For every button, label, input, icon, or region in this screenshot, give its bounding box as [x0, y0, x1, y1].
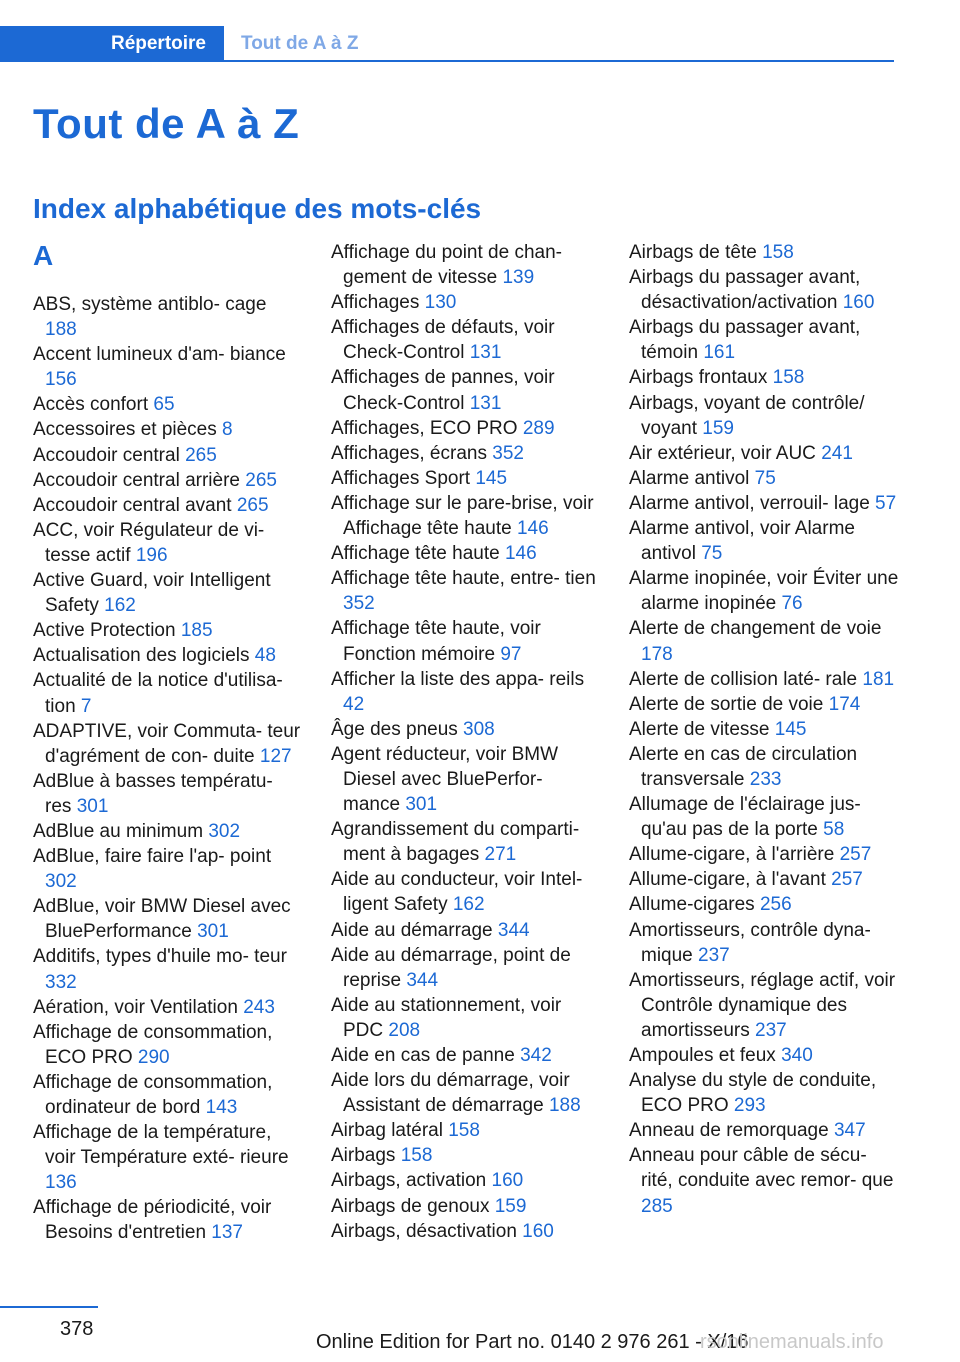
- index-entry: [33, 493, 303, 518]
- index-entry: [33, 769, 303, 819]
- index-column-1: [33, 240, 303, 1246]
- index-entry-text: Airbags de tête: [629, 242, 757, 263]
- page-link[interactable]: 75: [754, 467, 776, 489]
- index-entry: [629, 1143, 899, 1218]
- index-entry-text: Airbags frontaux: [629, 367, 768, 389]
- index-entry-text: Anneau de remorquage: [629, 1120, 829, 1142]
- index-entry: [33, 468, 303, 493]
- index-entry-text: Agent réducteur, voir BMW Diesel avec BluePerfor‐ mance: [331, 743, 559, 816]
- index-entry-text: Âge des pneus: [331, 718, 458, 740]
- index-entry: [33, 719, 303, 769]
- index-entry: [629, 867, 899, 892]
- page-link[interactable]: 285: [641, 1195, 673, 1217]
- index-entry: [629, 240, 899, 265]
- page-link[interactable]: 156: [45, 369, 77, 391]
- index-entry-text: Amortisseurs, réglage actif, voir Contrôle dynamique des amortisseurs: [629, 969, 896, 1041]
- index-entry-text: Airbags: [331, 1145, 396, 1167]
- index-entry: [629, 491, 899, 516]
- index-entry-text: Alerte en cas de circulation transversale: [629, 743, 858, 790]
- page-link[interactable]: 178: [641, 643, 673, 665]
- index-entry-text: Affichage de périodicité, voir Besoins d'entretien: [33, 1197, 272, 1244]
- page-number: 378: [60, 1318, 94, 1340]
- page-link[interactable]: 7: [80, 695, 92, 717]
- index-entry-text: Air extérieur, voir AUC: [629, 442, 816, 464]
- index-entry-text: Aération, voir Ventilation: [33, 996, 238, 1018]
- index-entry: [33, 1120, 303, 1195]
- index-entry: [33, 995, 303, 1020]
- index-entry-text: Affichage tête haute, voir Fonction mémoire: [331, 618, 541, 665]
- page-link[interactable]: 127: [259, 745, 292, 767]
- page-link[interactable]: 208: [388, 1019, 421, 1041]
- page-link[interactable]: 174: [828, 693, 861, 715]
- index-entry: [33, 668, 303, 718]
- index-entry: [331, 993, 601, 1043]
- index-entry-text: Alerte de sortie de voie: [629, 693, 824, 715]
- page-title: Tout de A à Z: [33, 100, 300, 147]
- index-entry: [331, 290, 601, 315]
- index-entry-text: Actualité de la notice d'utilisa‐ tion: [33, 670, 283, 717]
- page-link[interactable]: 301: [405, 794, 438, 816]
- index-entry-text: Affichage de la température, voir Température exté‐ rieure: [33, 1122, 289, 1169]
- index-entry: [331, 1118, 601, 1143]
- index-entry-text: Allumage de l'éclairage jus‐ qu'au pas de la porte: [629, 794, 861, 841]
- page-link[interactable]: 158: [448, 1120, 480, 1142]
- index-entry: [629, 516, 899, 566]
- index-entry: [33, 1195, 303, 1245]
- index-entry-text: Airbag latéral: [331, 1120, 443, 1142]
- index-entry-text: Aide au démarrage: [331, 919, 493, 941]
- page-link[interactable]: 159: [702, 417, 734, 439]
- page-link[interactable]: 301: [76, 795, 109, 817]
- index-entry-text: AdBlue à basses températu‐ res: [33, 770, 273, 817]
- page-link[interactable]: 237: [698, 944, 730, 966]
- page-link[interactable]: 237: [755, 1019, 787, 1041]
- index-entry-text: ABS, système antiblo‐ cage: [33, 294, 267, 315]
- page-link[interactable]: 48: [254, 645, 276, 667]
- index-entry-text: Alarme antivol: [629, 467, 750, 489]
- page-link[interactable]: 162: [104, 595, 136, 617]
- page-link[interactable]: 143: [205, 1097, 238, 1118]
- index-entry-text: Accès confort: [33, 394, 149, 416]
- index-entry-text: Aide lors du démarrage, voir Assistant de démarrage: [331, 1070, 570, 1117]
- index-entry: [33, 443, 303, 468]
- index-entry-text: Accoudoir central: [33, 444, 180, 466]
- index-entry: [33, 894, 303, 944]
- index-entry-text: Airbags, activation: [331, 1170, 487, 1192]
- page-link[interactable]: 8: [222, 419, 233, 441]
- edition-note: Online Edition for Part no. 0140 2 976 261 - X/16: [316, 1331, 749, 1353]
- index-entry-text: Accent lumineux d'am‐ biance: [33, 344, 286, 366]
- index-entry-text: Affichages de pannes, voir Check-Control: [331, 367, 555, 414]
- index-entry: [33, 643, 303, 668]
- index-entry-text: Affichages, écrans: [331, 442, 487, 464]
- page-link[interactable]: 139: [502, 267, 535, 289]
- index-entry-text: Alarme antivol, voir Alarme antivol: [629, 518, 855, 565]
- index-entry: [629, 968, 899, 1043]
- index-entry-text: Airbags de genoux: [331, 1195, 490, 1217]
- page-link[interactable]: 42: [343, 693, 365, 715]
- page-link[interactable]: 188: [548, 1095, 581, 1117]
- page-link[interactable]: 146: [504, 543, 537, 565]
- page-link[interactable]: 347: [833, 1120, 866, 1142]
- index-entry: [629, 692, 899, 717]
- page-link[interactable]: 97: [500, 643, 522, 665]
- tab-tout-de-a-a-z[interactable]: Tout de A à Z: [241, 33, 359, 54]
- index-entry: [331, 867, 601, 917]
- index-entry: [331, 1194, 601, 1219]
- index-entry: [33, 1070, 303, 1120]
- page-link[interactable]: 57: [875, 492, 897, 514]
- index-entry: [33, 292, 303, 342]
- index-entry: [331, 1219, 601, 1244]
- page-link[interactable]: 158: [762, 242, 794, 263]
- page-link[interactable]: 352: [343, 593, 375, 615]
- page-link[interactable]: 233: [749, 768, 782, 790]
- page-link[interactable]: 352: [492, 442, 524, 464]
- index-entry-text: Affichage de consommation, ordinateur de bord: [33, 1071, 273, 1118]
- index-entry: [629, 265, 899, 315]
- index-entry: [629, 1118, 899, 1143]
- page-link[interactable]: 243: [243, 996, 275, 1018]
- index-entry: [629, 1068, 899, 1118]
- index-entry-text: Airbags du passager avant, témoin: [629, 317, 861, 364]
- index-entry-text: Allume-cigares: [629, 894, 755, 916]
- header-divider: [224, 60, 894, 62]
- index-entry: [629, 315, 899, 365]
- index-entry-text: Ampoules et feux: [629, 1045, 776, 1066]
- index-entry-text: ADAPTIVE, voir Commuta‐ teur d'agrément de con‐ duite: [33, 720, 301, 767]
- index-entry-text: Aide en cas de panne: [331, 1045, 515, 1066]
- index-entry: [331, 315, 601, 365]
- index-entry-text: Alerte de collision laté‐ rale: [629, 668, 858, 690]
- index-entry-text: Airbags, désactivation: [331, 1220, 517, 1242]
- index-entry: [629, 717, 899, 742]
- page-subtitle: Index alphabétique des mots-clés: [33, 193, 482, 224]
- page-link[interactable]: 308: [463, 718, 495, 740]
- page-link[interactable]: 241: [821, 442, 853, 464]
- index-entry: [331, 1043, 601, 1068]
- index-entry: [629, 1043, 899, 1068]
- index-entry: [331, 541, 601, 566]
- index-entry: [331, 466, 601, 491]
- tab-repertoire[interactable]: Répertoire: [0, 26, 224, 62]
- page-link[interactable]: 188: [45, 319, 77, 341]
- index-entry: [33, 518, 303, 568]
- index-entry: [629, 792, 899, 842]
- index-entry-text: Affichage du point de chan‐ gement de vitesse: [331, 242, 562, 289]
- index-entry-text: Actualisation des logiciels: [33, 645, 250, 667]
- index-entry-text: Accoudoir central avant: [33, 494, 232, 516]
- page-link[interactable]: 159: [494, 1195, 527, 1217]
- index-entry-text: Allume-cigare, à l'arrière: [629, 844, 835, 866]
- index-entry: [331, 817, 601, 867]
- index-entry: [629, 918, 899, 968]
- page-link[interactable]: 342: [520, 1045, 552, 1066]
- page-link[interactable]: 344: [406, 969, 439, 991]
- page-link[interactable]: 293: [733, 1095, 766, 1117]
- page-link[interactable]: 162: [452, 894, 485, 916]
- page-link[interactable]: 185: [180, 620, 213, 642]
- index-entry-text: Affichages Sport: [331, 467, 471, 489]
- page-link[interactable]: 332: [45, 971, 77, 993]
- index-entry-text: Airbags, voyant de contrôle/ voyant: [629, 392, 865, 439]
- index-entry: [331, 416, 601, 441]
- index-entry-text: Alerte de vitesse: [629, 718, 770, 740]
- page-link[interactable]: 344: [497, 919, 530, 941]
- index-entry: [629, 441, 899, 466]
- page-link[interactable]: 58: [823, 819, 845, 841]
- index-entry-text: Afficher la liste des appa‐ reils: [331, 668, 585, 690]
- index-entry-text: Anneau pour câble de sécu‐ rité, conduite avec remor‐ que: [629, 1145, 894, 1192]
- index-entry-text: Aide au stationnement, voir PDC: [331, 994, 562, 1041]
- page-link[interactable]: 160: [842, 292, 875, 314]
- page-link[interactable]: 265: [185, 444, 217, 466]
- index-entry: [629, 616, 899, 666]
- index-entry-text: Affichage tête haute, entre‐ tien: [331, 568, 596, 590]
- page-link[interactable]: 256: [759, 894, 792, 916]
- index-entry: [331, 717, 601, 742]
- page-link[interactable]: 265: [236, 494, 269, 516]
- index-entry: [331, 1168, 601, 1193]
- index-entry: [629, 391, 899, 441]
- index-entry: [629, 365, 899, 390]
- page-link[interactable]: 145: [774, 718, 807, 740]
- index-entry: [33, 618, 303, 643]
- index-entry-text: Amortisseurs, contrôle dyna‐ mique: [629, 919, 871, 966]
- page-link[interactable]: 145: [475, 467, 508, 489]
- index-entry: [629, 742, 899, 792]
- index-column-2: [331, 240, 601, 1244]
- page-link[interactable]: 271: [484, 844, 517, 866]
- index-entry: [33, 568, 303, 618]
- index-entry-text: Additifs, types d'huile mo‐ teur: [33, 946, 287, 968]
- index-entry-text: Affichages de défauts, voir Check-Control: [331, 317, 555, 364]
- index-entry-text: AdBlue, voir BMW Diesel avec BluePerformance: [33, 896, 291, 943]
- index-entry: [331, 1143, 601, 1168]
- index-entry-text: ACC, voir Régulateur de vi‐ tesse actif: [33, 519, 265, 566]
- page-link[interactable]: 130: [424, 292, 457, 314]
- index-entry: [33, 944, 303, 994]
- index-column-3: [629, 240, 899, 1219]
- index-entry: [33, 819, 303, 844]
- index-entry-text: Active Protection: [33, 620, 176, 642]
- index-entry: [33, 342, 303, 392]
- index-entry: [331, 616, 601, 666]
- page-link[interactable]: 290: [137, 1046, 170, 1068]
- index-entry: [331, 742, 601, 817]
- index-entry: [629, 842, 899, 867]
- index-entry-text: Alarme inopinée, voir Éviter une alarme inopinée: [629, 568, 899, 615]
- page-link[interactable]: 131: [469, 392, 502, 414]
- index-entry-text: Affichage tête haute: [331, 543, 500, 565]
- page-link[interactable]: 181: [862, 668, 895, 690]
- index-entry-text: AdBlue, faire faire l'ap‐ point: [33, 846, 272, 868]
- index-entry: [33, 844, 303, 894]
- index-entry-text: Agrandissement du comparti‐ ment à bagages: [331, 819, 580, 866]
- page-link[interactable]: 160: [522, 1220, 554, 1242]
- page-link[interactable]: 65: [153, 394, 175, 416]
- page-link[interactable]: 257: [839, 844, 872, 866]
- page-link[interactable]: 158: [772, 367, 805, 389]
- page-link[interactable]: 146: [516, 518, 549, 540]
- index-entry-text: Aide au démarrage, point de reprise: [331, 944, 571, 991]
- footer-divider: [0, 1306, 98, 1308]
- index-entry-text: Airbags du passager avant, désactivation/activation: [629, 267, 861, 314]
- index-entry-text: Active Guard, voir Intelligent Safety: [33, 570, 271, 617]
- index-entry-text: Alarme antivol, verrouil‐ lage: [629, 492, 870, 514]
- index-entry: [331, 441, 601, 466]
- section-letter: A: [33, 240, 54, 271]
- page-link[interactable]: 158: [400, 1145, 433, 1167]
- index-entry-text: Accessoires et pièces: [33, 419, 217, 441]
- index-entry: [629, 466, 899, 491]
- index-entry-text: AdBlue au minimum: [33, 820, 204, 842]
- page-link[interactable]: 131: [469, 342, 502, 364]
- page-link[interactable]: 75: [701, 543, 723, 565]
- page-header: [0, 26, 960, 62]
- index-entry: [331, 491, 601, 541]
- index-entry-text: Affichage de consommation, ECO PRO: [33, 1021, 273, 1068]
- page-link[interactable]: 76: [781, 593, 803, 615]
- index-entry-text: Alerte de changement de voie: [629, 618, 882, 640]
- index-entry-text: Aide au conducteur, voir Intel‐ ligent Safety: [331, 869, 583, 916]
- index-entry-text: Affichages: [331, 292, 420, 314]
- page-link[interactable]: 265: [245, 469, 277, 491]
- index-entry-text: Analyse du style de conduite, ECO PRO: [629, 1070, 877, 1117]
- index-entry: [331, 667, 601, 717]
- index-entry: [629, 566, 899, 616]
- page-link[interactable]: 302: [45, 871, 77, 893]
- page-link[interactable]: 301: [197, 921, 229, 943]
- page-link[interactable]: 160: [491, 1170, 524, 1192]
- index-entry: [629, 667, 899, 692]
- index-entry-text: Affichage sur le pare-brise, voir Affichage tête haute: [331, 492, 594, 540]
- index-entry: [331, 1068, 601, 1118]
- page-link[interactable]: 302: [208, 820, 241, 842]
- index-entry: [331, 943, 601, 993]
- index-entry-text: Affichages, ECO PRO: [331, 417, 518, 439]
- page-link[interactable]: 161: [703, 342, 736, 364]
- index-entry: [33, 392, 303, 417]
- page-link[interactable]: 136: [45, 1172, 77, 1194]
- page-link[interactable]: 289: [522, 417, 555, 439]
- index-entry: [331, 240, 601, 290]
- page-link[interactable]: 196: [135, 544, 168, 566]
- index-entry: [331, 566, 601, 616]
- index-entry: [33, 1020, 303, 1070]
- index-entry-text: Allume-cigare, à l'avant: [629, 869, 826, 891]
- index-entry: [33, 417, 303, 442]
- index-entry: [331, 365, 601, 415]
- page-link[interactable]: 340: [781, 1045, 813, 1066]
- page-link[interactable]: 137: [211, 1222, 243, 1244]
- index-entry: [331, 918, 601, 943]
- page-link[interactable]: 257: [831, 869, 863, 891]
- watermark: rsonlinemanuals.info: [700, 1331, 884, 1353]
- index-entry: [629, 892, 899, 917]
- index-entry-text: Accoudoir central arrière: [33, 469, 240, 491]
